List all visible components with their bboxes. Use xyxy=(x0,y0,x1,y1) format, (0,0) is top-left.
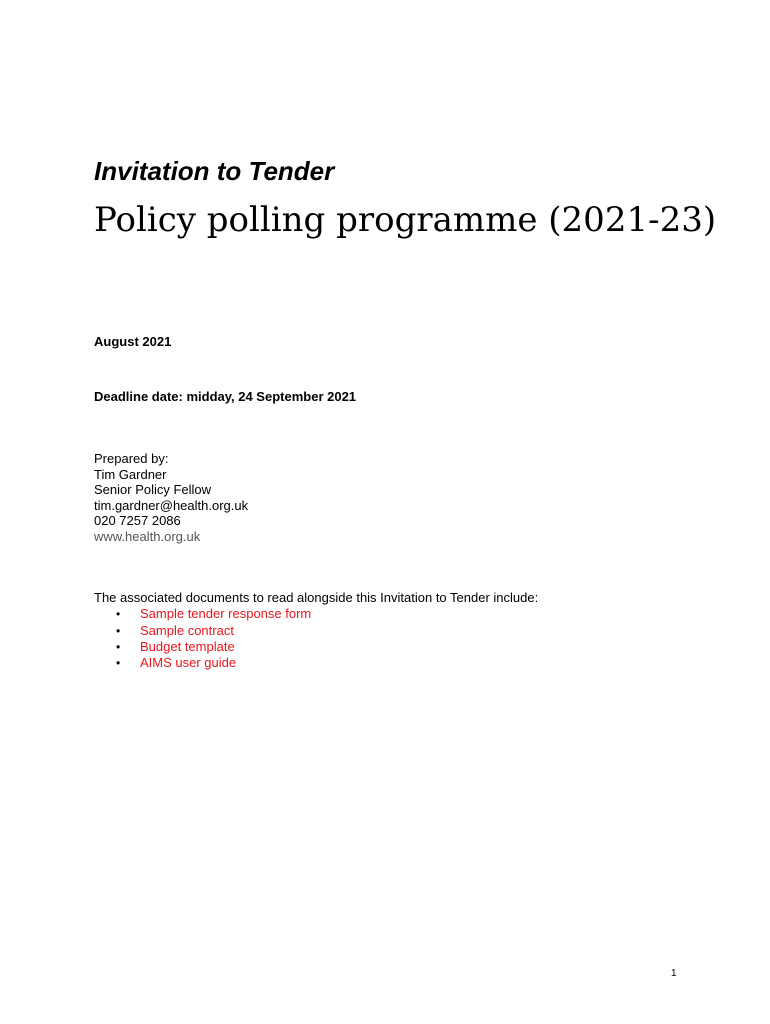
document-link-budget-template[interactable] xyxy=(94,639,538,655)
page-number: 1 xyxy=(671,968,677,979)
author-phone: 020 7257 2086 xyxy=(94,513,181,528)
author-role: Senior Policy Fellow xyxy=(94,482,212,497)
bullet-icon: • xyxy=(116,656,121,671)
document-link-sample-tender-response-form[interactable] xyxy=(94,606,538,622)
author-name: Tim Gardner xyxy=(94,466,167,482)
associated-documents-list xyxy=(94,606,538,671)
document-link-aims-user-guide[interactable] xyxy=(94,655,538,671)
document-title: Policy polling programme (2021-23) xyxy=(94,200,717,240)
author-email[interactable]: tim.gardner@health.org.uk xyxy=(94,497,249,513)
prepared-by-block xyxy=(94,451,248,544)
bullet-icon: • xyxy=(116,639,121,654)
prepared-by-heading: Prepared by: xyxy=(94,451,169,466)
document-link-label: Sample contract xyxy=(140,622,234,638)
associated-documents-intro: The associated documents to read alongside this Invitation to Tender include: xyxy=(94,590,539,605)
document-link-sample-contract[interactable] xyxy=(94,623,538,639)
document-link-label: Sample tender response form xyxy=(140,606,312,622)
website-link[interactable]: www.health.org.uk xyxy=(94,528,201,544)
document-type-heading: Invitation to Tender xyxy=(94,156,335,186)
document-link-label: Budget template xyxy=(140,638,235,654)
associated-documents-section xyxy=(94,590,538,671)
document-link-label: AIMS user guide xyxy=(140,655,237,671)
bullet-icon: • xyxy=(116,607,121,622)
document-date: August 2021 xyxy=(94,334,172,349)
deadline-date: Deadline date: midday, 24 September 2021 xyxy=(94,389,357,404)
bullet-icon: • xyxy=(116,623,121,638)
